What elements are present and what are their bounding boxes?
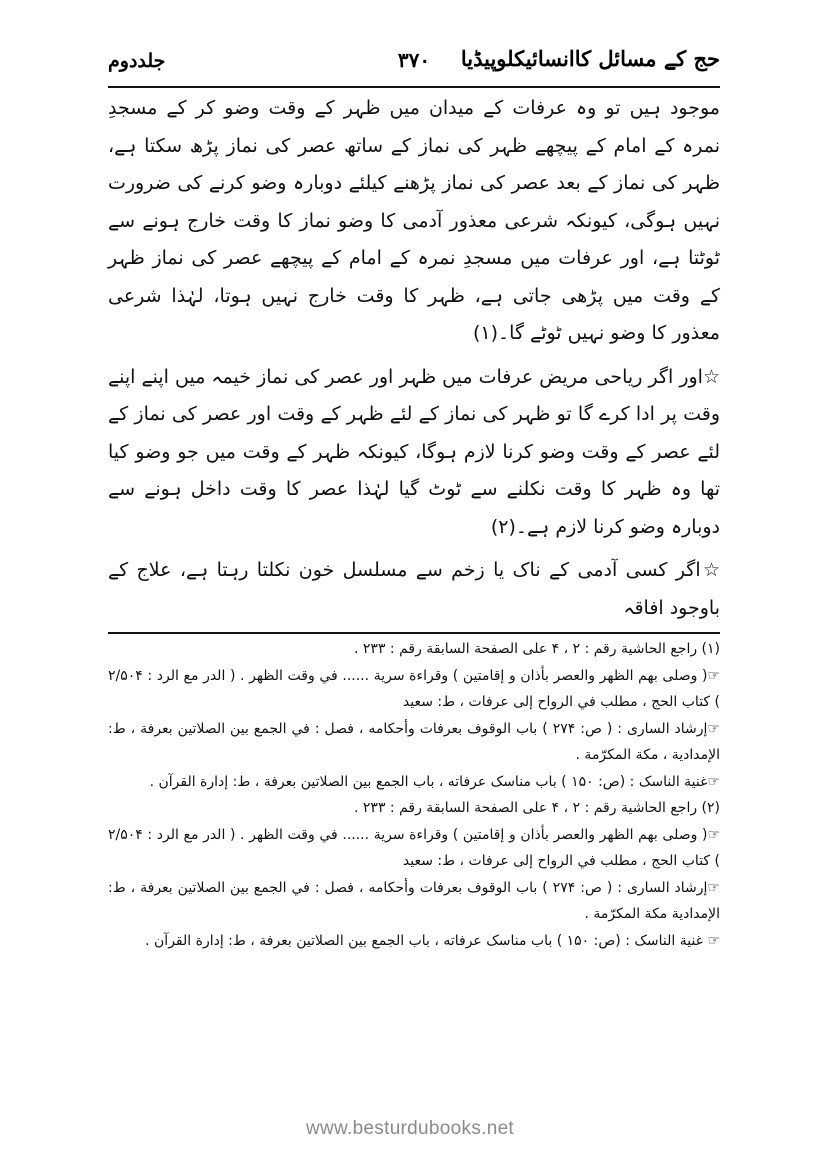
page-header	[108, 46, 720, 88]
footnote: ☞( وصلى بهم الظهر والعصر بأذان و إقامتين ) وقراءة سرية ...... في وقت الظهر . ( الدر مع الرد : ۲/۵۰۴ ) كتاب الحج ، مطلب في الرواح إلى عرفات ، ط: سعيد	[108, 826, 720, 869]
book-title: حج کے مسائل کاانسائیکلوپیڈیا	[460, 46, 720, 71]
footnote: ☞إرشاد الساری : ( ص: ۲۷۴ ) باب الوقوف بعرفات وأحكامه ، فصل : في الجمع بين الصلاتين بعرفة ، ط: الإمدادية ، مكة المكرّمة .	[108, 720, 720, 763]
website-watermark: www.besturdubooks.net	[305, 1118, 515, 1139]
main-text	[108, 90, 720, 627]
paragraph: موجود ہیں تو وہ عرفات کے میدان میں ظہر کے وقت وضو کر کے مسجدِ نمرہ کے امام کے پیچھے ظہر کی نماز کے ساتھ عصر کی نماز پڑھ سکتا ہے، ظہر کی نماز کے بعد عصر کی نماز پڑھنے کیلئے دوبارہ وضو کرنے کی ضرورت نہیں ہوگی، کیونکہ شرعی معذور آدمی کا وضو نماز کا وقت خارج ہونے سے ٹوٹتا ہے، اور عرفات میں مسجدِ نمرہ کے امام کے پیچھے عصر کی نماز ظہر کے وقت میں پڑھی جاتی ہے، ظہر کا وقت خارج نہیں ہوتا، لہٰذا شرعی معذور کا وضو نہیں ٹوٹے گا۔(۱)	[108, 97, 720, 344]
footnote: (۲) راجع الحاشية رقم : ۲ ، ۴ على الصفحة السابقة رقم : ۲۳۳ .	[354, 800, 720, 816]
page-number: ۳۷۰	[397, 48, 431, 72]
paragraph: ☆اور اگر ریاحی مریض عرفات میں ظہر اور عصر کی نماز خیمہ میں اپنے اپنے وقت پر ادا کرے گا تو ظہر کی نماز کے لئے ظہر کے وقت اور عصر کی نماز کے لئے عصر کے وقت وضو کرنا لازم ہوگا، کیونکہ ظہر کے وقت میں جو وضو کیا تھا وہ ظہر کا وقت نکلنے سے ٹوٹ گیا لہٰذا عصر کا وقت داخل ہونے سے دوبارہ وضو کرنا لازم ہے۔(۲)	[108, 365, 720, 538]
footnote: (۱) راجع الحاشية رقم : ۲ ، ۴ على الصفحة السابقة رقم : ۲۳۳ .	[354, 641, 720, 657]
footnote: ☞إرشاد الساری : ( ص: ۲۷۴ ) باب الوقوف بعرفات وأحكامه ، فصل : في الجمع بين الصلاتين بعرفة ، ط: الإمدادية مكة المكرّمة .	[108, 879, 720, 922]
volume-label: جلددوم	[108, 50, 166, 72]
footnote: ☞غنية الناسک : (ص: ۱۵۰ ) باب مناسک عرفاته ، باب الجمع بين الصلاتين بعرفة ، ط: إدارة القرآن .	[149, 773, 720, 790]
paragraph: ☆اگر کسی آدمی کے ناک یا زخم سے مسلسل خون نکلتا رہتا ہے، علاج کے باوجود افاقہ	[108, 559, 720, 619]
footnote-divider	[108, 632, 720, 634]
footnote: ☞ غنية الناسک : (ص: ۱۵۰ ) باب مناسک عرفاته ، باب الجمع بين الصلاتين بعرفة ، ط: إدارة القرآن .	[145, 932, 720, 949]
footnote: ☞( وصلى بهم الظهر والعصر بأذان و إقامتين ) وقراءة سرية ...... في وقت الظهر . ( الدر مع الرد : ۲/۵۰۴ ) كتاب الحج ، مطلب في الرواح إلى عرفات ، ط: سعيد	[108, 667, 720, 710]
footnotes	[108, 636, 720, 954]
